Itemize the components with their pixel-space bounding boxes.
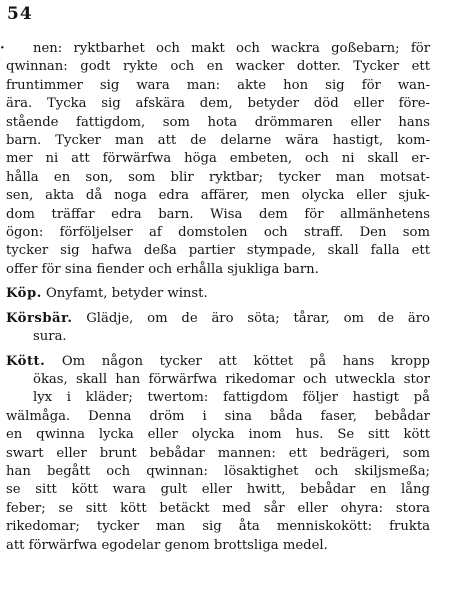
dictionary-entry-korsbar <box>6 310 430 347</box>
text-line <box>6 353 430 371</box>
text-line: rikedomar; tycker man sig åta menniskokött: frukta <box>6 519 430 535</box>
text-line: qwinnan: godt rykte och en wacker dotter. Tycker ett <box>6 59 430 75</box>
text-line: sura. <box>33 329 67 345</box>
text-line: barn. Tycker man att de delarne wära hastigt, kom- <box>6 133 430 149</box>
entry-text: Onyfamt, betyder winst. <box>45 286 208 302</box>
text-line: han begått och qwinnan: lösaktighet och skiljsmeßa; <box>6 463 430 479</box>
text-line: sen, akta då noga edra affärer, men olycka eller sjuk- <box>6 188 430 204</box>
text-line: dom träffar edra barn. Wisa dem för allmänhetens <box>6 206 430 222</box>
dictionary-entry-kott <box>6 353 430 555</box>
text-line: wälmåga. Denna dröm i sina båda faser, bebådar <box>6 408 430 424</box>
dictionary-entry-kop <box>6 285 430 303</box>
entry-headword: Köp. <box>6 286 42 302</box>
text-line: tycker sig hafwa deßa partier stympade, skall falla ett <box>6 243 430 259</box>
continuation-paragraph <box>0 40 430 279</box>
text-line: feber; se sitt kött betäckt med sår eller ohyra: stora <box>6 500 430 516</box>
margin-dot: · <box>0 41 5 56</box>
text-line: ära. Tycka sig afskära dem, betyder död eller före- <box>6 96 430 112</box>
text-line: fruntimmer sig wara man: akte hon sig för wan- <box>6 77 430 93</box>
page-body-text <box>0 40 430 555</box>
text-line: ögon: förföljelser af domstolen och straff. Den som <box>6 225 430 241</box>
text-line: en qwinna lycka eller olycka inom hus. Se sitt kött <box>6 427 430 443</box>
text-line: nen: ryktbarhet och makt och wackra goßebarn; för <box>33 41 430 56</box>
text-line: hålla en son, som blir ryktbar; tycker man motsat- <box>6 169 430 185</box>
entry-text: Glädje, om de äro söta; tårar, om de äro <box>86 310 430 326</box>
text-line: swart eller brunt bebådar mannen: ett bedrägeri, som <box>6 445 430 461</box>
entry-headword: Kött. <box>6 353 46 369</box>
page-number: 54 <box>7 4 33 24</box>
text-line: stående fattigdom, som hota drömmaren eller hans <box>6 114 430 130</box>
text-line: att förwärfwa egodelar genom brottsliga medel. <box>6 537 328 553</box>
text-line: se sitt kött wara gult eller hwitt, bebådar en lång <box>6 482 430 498</box>
text-line: ökas, skall han förwärfwa rikedomar och utweckla stor <box>33 371 430 387</box>
text-line: mer ni att förwärfwa höga embeten, och ni skall er- <box>6 151 430 167</box>
text-line <box>6 285 430 303</box>
entry-headword: Körsbär. <box>6 310 73 326</box>
text-line: offer för sina fiender och erhålla sjukliga barn. <box>6 261 319 277</box>
text-line <box>6 310 430 328</box>
entry-text: Om någon tycker att köttet på hans kropp <box>61 353 430 369</box>
text-line: lyx i kläder; twertom: fattigdom följer hastigt på <box>33 390 430 406</box>
